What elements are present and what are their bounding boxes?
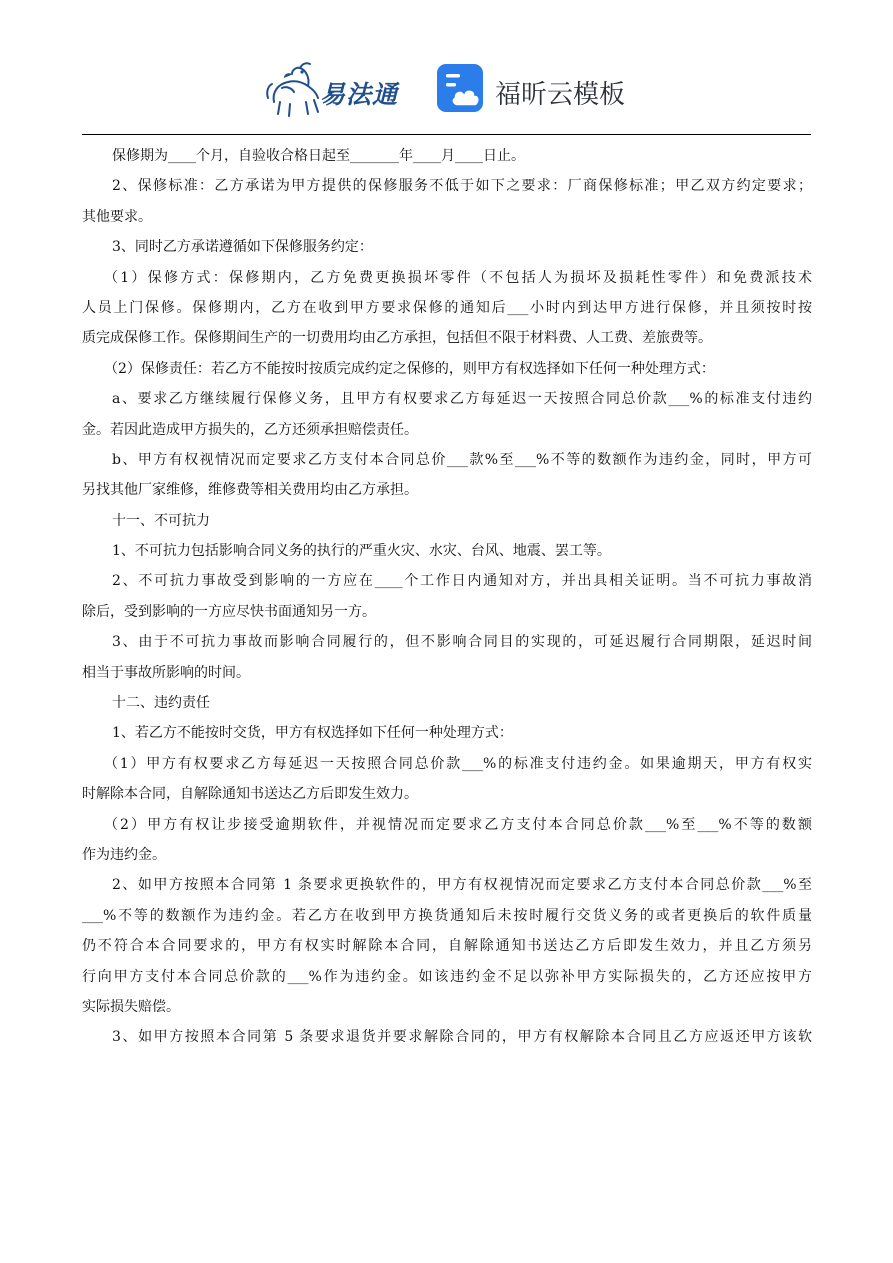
- text-line: 3、同时乙方承诺遵循如下保修服务约定：: [112, 239, 373, 256]
- text-line: a、要求乙方继续履行保修义务，且甲方有权要求乙方每延迟一天按照合同总价款___%的标准支付违约: [112, 391, 812, 408]
- section-heading: 十二、违约责任: [112, 695, 210, 712]
- section-heading: 十一、不可抗力: [112, 512, 210, 529]
- page-header: [0, 58, 893, 124]
- header-divider: [82, 134, 811, 135]
- text-line: 保修期为____个月，自验收合格日起至_______年____月____日止。: [112, 148, 525, 164]
- text-line: 相当于事故所影响的时间。: [82, 664, 250, 681]
- logo-left-text: 易法通: [320, 80, 399, 109]
- text-line: 2、保修标准：乙方承诺为甲方提供的保修服务不低于如下之要求：厂商保修标准；甲乙双方约定要求；: [112, 178, 812, 195]
- text-line: 实际损失赔偿。: [82, 998, 180, 1015]
- text-line: 作为违约金。: [82, 846, 166, 863]
- text-line: 2、如甲方按照本合同第 1 条要求更换软件的，甲方有权视情况而定要求乙方支付本合同总价款___%至: [112, 877, 812, 894]
- text-line: 1、不可抗力包括影响合同义务的执行的严重火灾、水灾、台风、地震、罢工等。: [112, 543, 611, 560]
- text-line: 质完成保修工作。保修期间生产的一切费用均由乙方承担，包括但不限于材料费、人工费、差旅费等。: [82, 330, 712, 347]
- text-line: 除后，受到影响的一方应尽快书面通知另一方。: [82, 603, 376, 620]
- text-line: （2）甲方有权让步接受逾期软件，并视情况而定要求乙方支付本合同总价款___%至___%不等的数额: [104, 816, 812, 833]
- text-line: 时解除本合同，自解除通知书送达乙方后即发生效力。: [82, 786, 418, 803]
- text-line: 人员上门保修。保修期内，乙方在收到甲方要求保修的通知后___小时内到达甲方进行保修，并且须按时按: [82, 299, 812, 316]
- text-line: 1、若乙方不能按时交货，甲方有权选择如下任何一种处理方式：: [112, 725, 513, 742]
- text-line: （1）甲方有权要求乙方每延迟一天按照合同总价款___%的标准支付违约金。如果逾期天，甲方有权实: [104, 755, 812, 772]
- text-line: 行向甲方支付本合同总价款的___%作为违约金。如该违约金不足以弥补甲方实际损失的，乙方还应按甲方: [82, 968, 812, 985]
- text-line: 3、如甲方按照本合同第 5 条要求退货并要求解除合同的，甲方有权解除本合同且乙方应返还甲方该软: [112, 1029, 812, 1046]
- text-line: 仍不符合本合同要求的，甲方有权实时解除本合同，自解除通知书送达乙方后即发生效力，并且乙方须另: [82, 938, 812, 955]
- text-line: 另找其他厂家维修，维修费等相关费用均由乙方承担。: [82, 482, 418, 499]
- logo-right-text: 福昕云模板: [495, 80, 626, 110]
- text-line: （2）保修责任：若乙方不能按时按质完成约定之保修的，则甲方有权选择如下任何一种处理方式：: [104, 360, 715, 377]
- text-line: ___%不等的数额作为违约金。若乙方在收到甲方换货通知后未按时履行交货义务的或者更换后的软件质量: [82, 907, 812, 924]
- text-line: 3、由于不可抗力事故而影响合同履行的，但不影响合同目的实现的，可延迟履行合同期限，延迟时间: [112, 634, 812, 651]
- text-line: 2、不可抗力事故受到影响的一方应在____个工作日内通知对方，并出具相关证明。当不可抗力事故消: [112, 573, 812, 590]
- text-line: b、甲方有权视情况而定要求乙方支付本合同总价___款%至___%不等的数额作为违约金，同时，甲方可: [112, 451, 812, 468]
- text-line: 其他要求。: [82, 208, 152, 225]
- text-line: 金。若因此造成甲方损失的，乙方还须承担赔偿责任。: [82, 421, 418, 438]
- text-line: （1）保修方式：保修期内，乙方免费更换损坏零件（不包括人为损坏及损耗性零件）和免费派技术: [104, 269, 812, 286]
- document-body: [82, 141, 812, 1053]
